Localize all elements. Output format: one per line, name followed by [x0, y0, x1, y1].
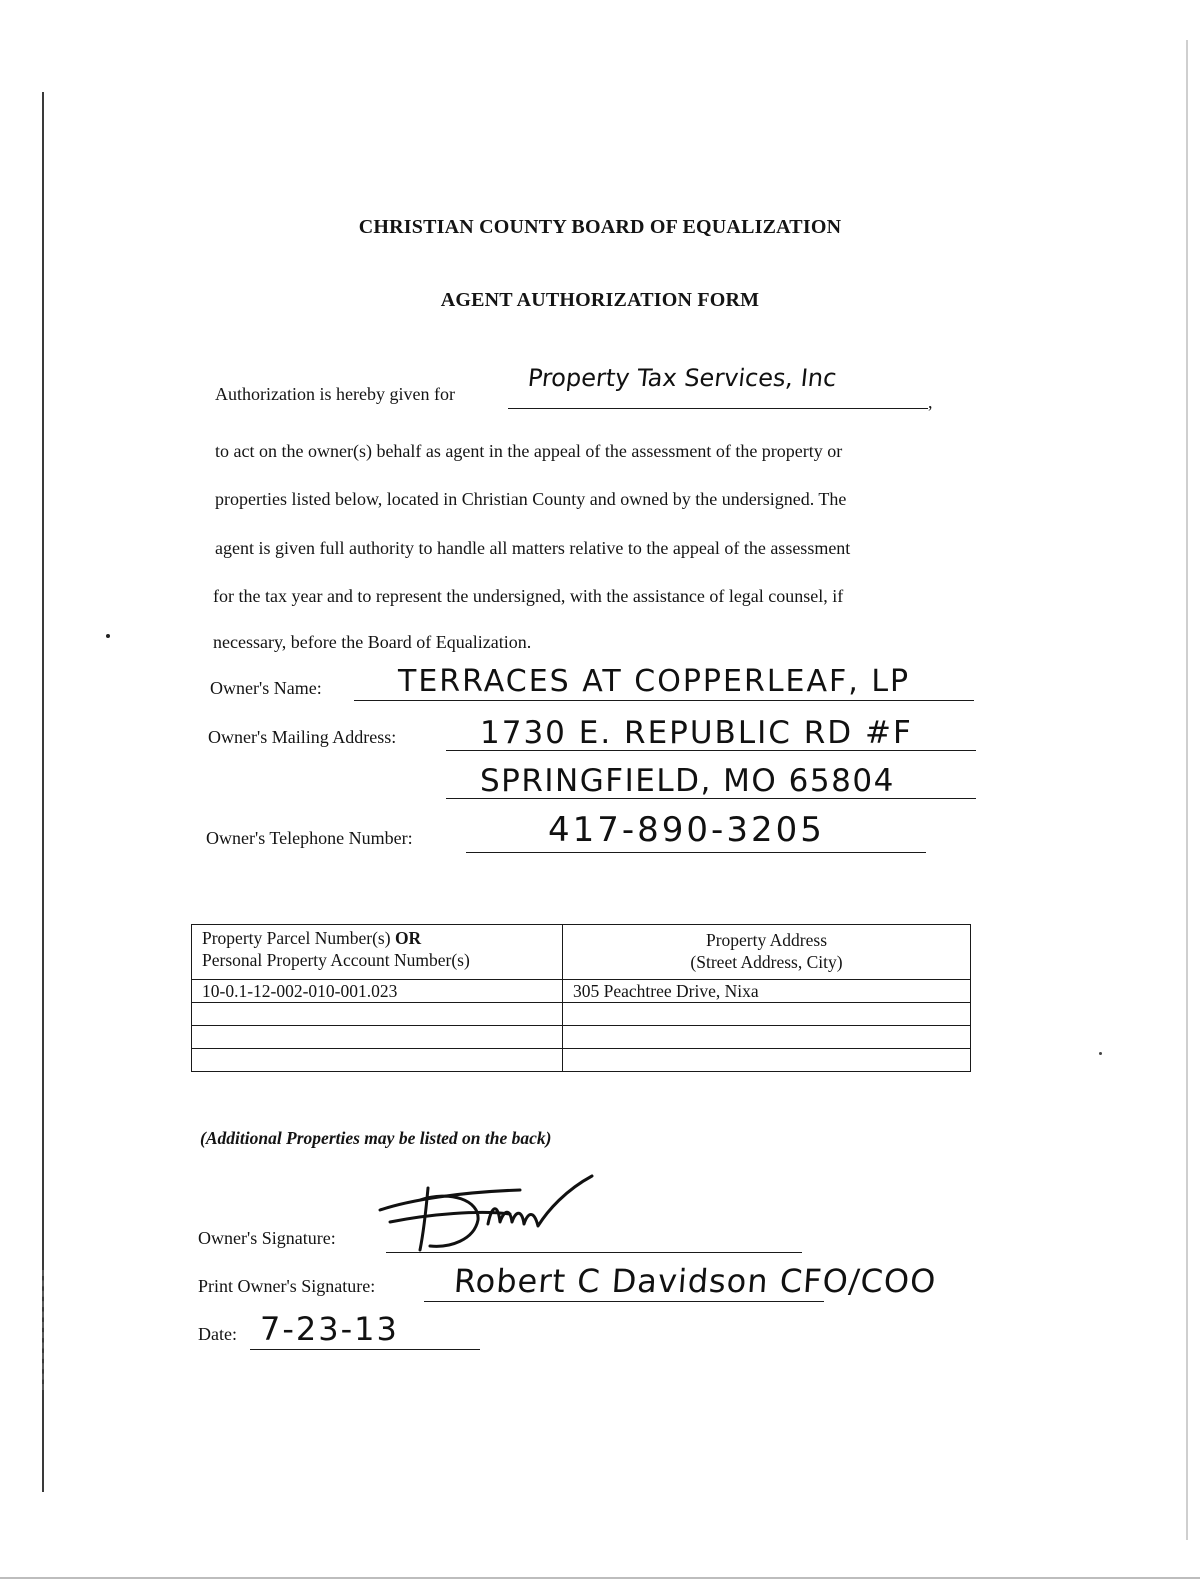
agent-name-handwritten: Property Tax Services, Inc: [526, 364, 838, 392]
agent-name-comma: ,: [928, 392, 933, 412]
address-header-text-2: (Street Address, City): [690, 952, 843, 972]
parcel-number-cell: [192, 1049, 563, 1072]
address-header-text: Property Address: [705, 930, 828, 950]
authorization-text-line: necessary, before the Board of Equalization.: [213, 632, 532, 652]
property-address-cell: [563, 1026, 971, 1049]
mailing-address-handwritten-1: 1730 E. REPUBLIC RD #F: [480, 715, 913, 751]
authorization-text-line: agent is given full authority to handle all matters relative to the appeal of the assessment: [215, 538, 851, 558]
parcel-number-cell: [192, 1026, 563, 1049]
owner-name-label: Owner's Name:: [210, 678, 322, 698]
date-line: [250, 1349, 480, 1350]
table-header-row: [192, 925, 971, 980]
print-signature-handwritten: Robert C Davidson CFO/COO: [452, 1262, 938, 1300]
date-label: Date:: [198, 1324, 237, 1344]
additional-properties-note: (Additional Properties may be listed on the back): [200, 1128, 552, 1148]
authorization-text-line: to act on the owner(s) behalf as agent in the appeal of the assessment of the property or: [215, 441, 843, 461]
table-row: [192, 1003, 971, 1026]
table-row: [192, 1049, 971, 1072]
scan-margin-dashes: [42, 1270, 44, 1390]
telephone-label: Owner's Telephone Number:: [206, 828, 413, 848]
authorization-text-line: for the tax year and to represent the undersigned, with the assistance of legal counsel, if: [213, 586, 844, 606]
scan-speck: [106, 634, 110, 638]
owner-name-handwritten: TERRACES AT COPPERLEAF, LP: [398, 664, 911, 699]
parcel-number-header: [192, 925, 563, 980]
scan-edge-bottom: [0, 1577, 1200, 1579]
scan-speck: [1099, 1052, 1102, 1055]
property-address-cell: 305 Peachtree Drive, Nixa: [563, 980, 971, 1003]
parcel-number-cell: [192, 1003, 563, 1026]
authorization-lead: Authorization is hereby given for: [215, 384, 455, 404]
parcel-header-text-2: Personal Property Account Number(s): [202, 950, 470, 970]
property-address-header: [563, 925, 971, 980]
mailing-address-handwritten-2: SPRINGFIELD, MO 65804: [480, 763, 895, 799]
owner-signature-scribble: [370, 1170, 650, 1260]
form-subtitle: AGENT AUTHORIZATION FORM: [440, 289, 760, 311]
print-signature-line: [424, 1301, 824, 1302]
date-handwritten: 7-23-13: [260, 1310, 399, 1348]
property-address-cell: [563, 1049, 971, 1072]
owner-signature-label: Owner's Signature:: [198, 1228, 336, 1248]
parcel-header-text: Property Parcel Number(s): [202, 928, 391, 948]
property-table: [191, 924, 971, 1072]
table-row: [192, 1026, 971, 1049]
telephone-line: [466, 852, 926, 853]
owner-name-line: [354, 700, 974, 701]
parcel-number-cell: 10-0.1-12-002-010-001.023: [192, 980, 563, 1003]
print-signature-label: Print Owner's Signature:: [198, 1276, 376, 1296]
property-address-cell: [563, 1003, 971, 1026]
scan-edge: [1186, 40, 1188, 1540]
agent-name-line: [508, 408, 928, 409]
form-title: CHRISTIAN COUNTY BOARD OF EQUALIZATION: [358, 216, 842, 238]
telephone-handwritten: 417-890-3205: [548, 810, 825, 850]
mailing-address-label: Owner's Mailing Address:: [208, 727, 397, 747]
authorization-text-line: properties listed below, located in Christian County and owned by the undersigned. The: [215, 489, 847, 509]
parcel-header-or: OR: [390, 928, 422, 948]
table-row: [192, 980, 971, 1003]
